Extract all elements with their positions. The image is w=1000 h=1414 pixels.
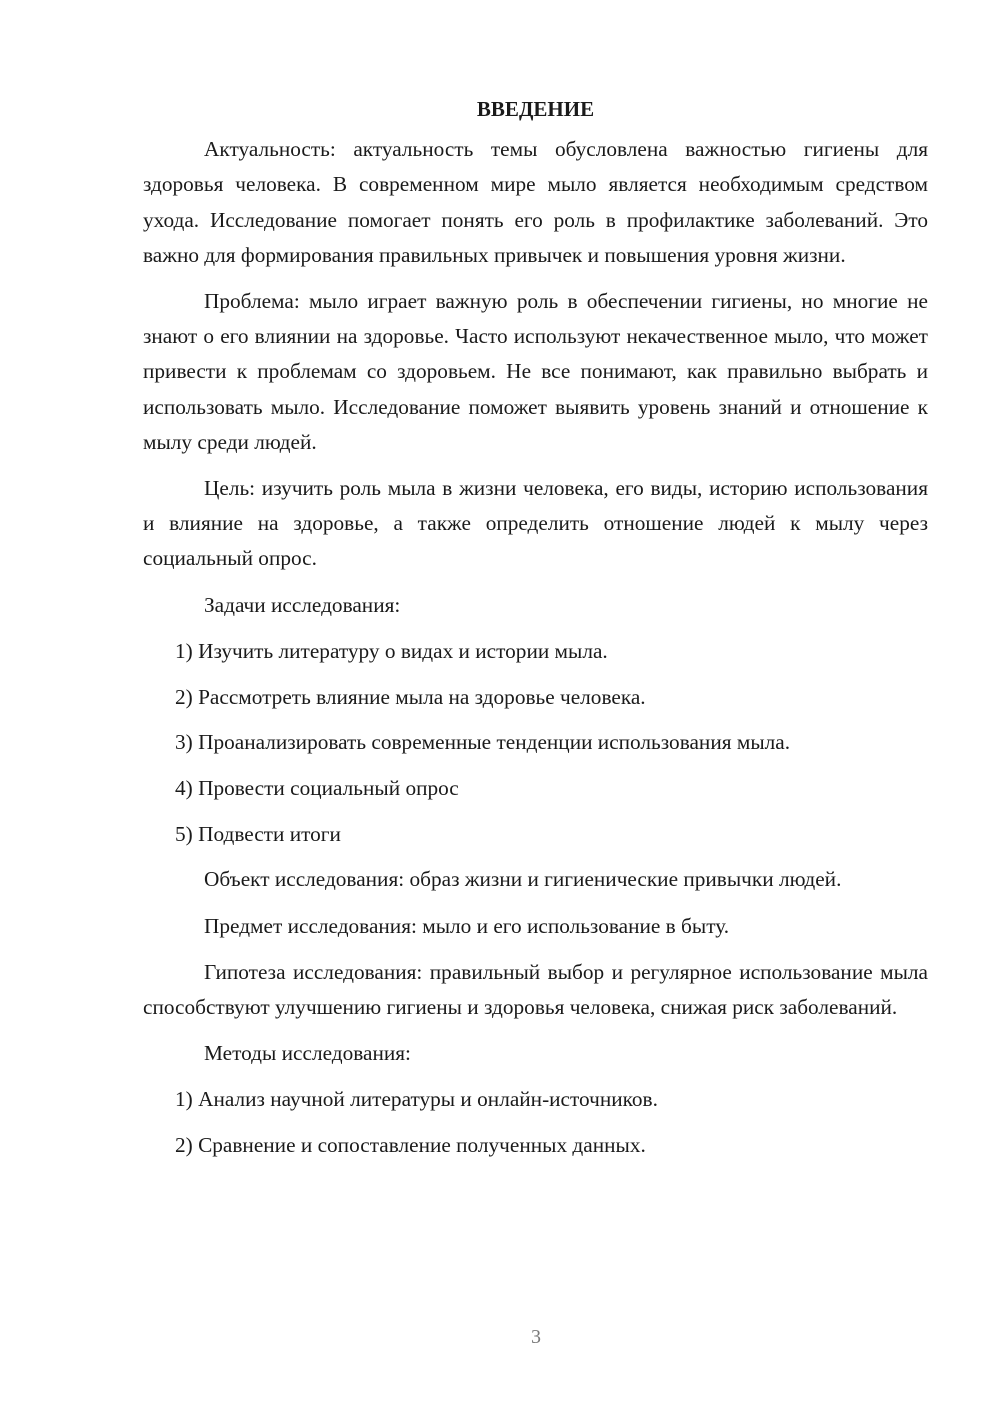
methods-list xyxy=(143,1082,928,1163)
paragraph-object: Объект исследования: образ жизни и гигиенические привычки людей. xyxy=(204,867,842,892)
list-item: 2) Сравнение и сопоставление полученных данных. xyxy=(175,1133,646,1158)
document-page xyxy=(143,92,928,1174)
paragraph-hypothesis: Гипотеза исследования: правильный выбор и регулярное использование мыла способствуют улучшению гигиены и здоровья человека, снижая риск заболеваний. xyxy=(143,959,928,1019)
paragraph-subject: Предмет исследования: мыло и его использование в быту. xyxy=(204,913,730,938)
paragraph-problem: Проблема: мыло играет важную роль в обеспечении гигиены, но многие не знают о его влиянии на здоровье. Часто используют некачественное мыло, что может привести к проблемам со здоровьем. Не все понимают, как правильно выбрать и использовать мыло. Исследование поможет выявить уровень знаний и отношение к мылу среди людей. xyxy=(143,289,928,454)
page-title: ВВЕДЕНИЕ xyxy=(476,97,595,121)
page-number: 3 xyxy=(531,1326,541,1348)
list-item: 1) Анализ научной литературы и онлайн-источников. xyxy=(175,1087,658,1112)
tasks-list xyxy=(143,634,928,852)
paragraph-relevance: Актуальность: актуальность темы обусловлена важностью гигиены для здоровья человека. В современном мире мыло является необходимым средством ухода. Исследование помогает понять его роль в профилактике заболеваний. Это важно для формирования правильных привычек и повышения уровня жизни. xyxy=(143,137,928,267)
tasks-heading: Задачи исследования: xyxy=(204,592,401,617)
paragraph-goal: Цель: изучить роль мыла в жизни человека, его виды, историю использования и влияние на здоровье, а также определить отношение людей к мылу через социальный опрос. xyxy=(143,476,928,571)
methods-heading: Методы исследования: xyxy=(204,1041,411,1066)
list-item: 4) Провести социальный опрос xyxy=(175,775,459,800)
list-item: 5) Подвести итоги xyxy=(175,821,341,846)
list-item: 2) Рассмотреть влияние мыла на здоровье человека. xyxy=(175,684,646,709)
list-item: 1) Изучить литературу о видах и истории мыла. xyxy=(175,638,608,663)
list-item: 3) Проанализировать современные тенденции использования мыла. xyxy=(175,730,791,755)
